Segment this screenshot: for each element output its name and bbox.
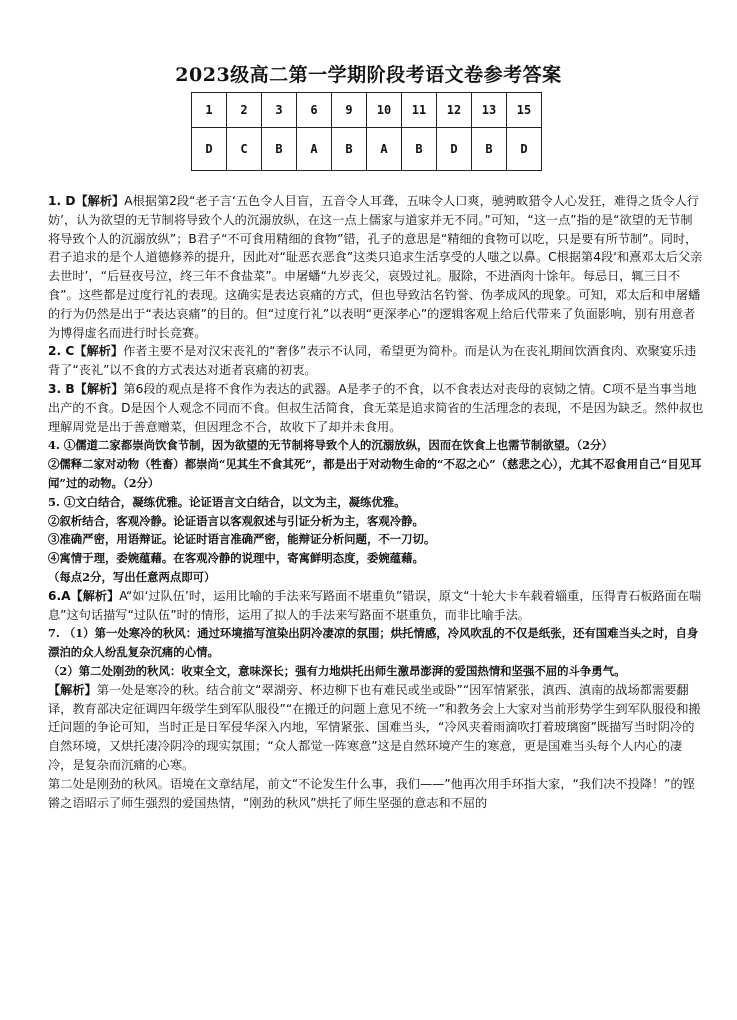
answer-table (191, 92, 542, 171)
answer-cell: D (192, 128, 227, 171)
question-number-cell: 2 (227, 93, 262, 128)
answer-cell: D (507, 128, 542, 171)
answer-paragraph (48, 530, 704, 549)
answer-cell: C (227, 128, 262, 171)
answer-paragraph (48, 775, 704, 813)
answer-text: ③准确严密，用语辩证。论证时语言准确严密，能辩证分析问题，不一刀切。 (48, 532, 436, 547)
answer-row (192, 128, 542, 171)
question-number-cell: 9 (332, 93, 367, 128)
question-number-cell: 15 (507, 93, 542, 128)
answer-lead: 3. B【解析】 (48, 381, 124, 396)
answer-lead: 【解析】 (48, 682, 97, 697)
question-number-cell: 13 (472, 93, 507, 128)
answer-text: （每点2分，写出任意两点即可） (48, 569, 216, 584)
answer-paragraph (48, 568, 704, 587)
answer-text: ②叙析结合，客观冷静。论证语言以客观叙述与引证分析为主，客观冷静。 (48, 513, 424, 528)
answer-content (48, 192, 704, 812)
answer-cell: B (262, 128, 297, 171)
question-number-cell: 1 (192, 93, 227, 128)
answer-paragraph (48, 549, 704, 568)
answer-cell: D (437, 128, 472, 171)
answer-text: 4. ①儒道二家都崇尚饮食节制，因为欲望的无节制将导致个人的沉溺放纵，因而在饮食上也需节制欲望。（2分） (48, 438, 613, 453)
answer-paragraph (48, 681, 704, 775)
answer-paragraph (48, 624, 704, 662)
question-number-cell: 10 (367, 93, 402, 128)
question-number-cell: 3 (262, 93, 297, 128)
answer-text: A根据第2段“老子言‘五色令人目盲，五音令人耳聋，五味令人口爽，驰骋畋猎令人心发狂，难得之货令人行妨’，认为欲望的无节制将导致个人的沉溺放纵，在这一点上儒家与道家并无不同。”可知，“这一点”指的是“欲望的无节制将导致个人的沉溺放纵”；B君子“不可食用精细的食物”错，孔子的意思是“精细的食物可以吃，只是要有所节制”。同时，君子追求的是个人道德修养的提升，因此对“耻恶衣恶食”这类只追求生活享受的人嗤之以鼻。C根据第4段‘和熹邓太后父亲去世时’，“后昼夜号泣，终三年不食盐菜”。申屠蟠“九岁丧父，哀毁过礼。服除，不进酒肉十馀年。每忌日，辄三日不食”。这些都是过度行礼的表现。这确实是表达哀痛的方式，但也导致沽名钓誉、伪孝成风的现象。可知，邓太后和申屠蟠的行为仍然是出于“表达哀痛”的目的。但“过度行礼”以表明“更深孝心”的逻辑客观上给后代带来了负面影响，别有用意者为博得虚名而进行时长竞赛。 (48, 194, 703, 340)
answer-lead: 2. C【解析】 (48, 344, 124, 359)
answer-text: 5. ①文白结合，凝练优雅。论证语言文白结合，以文为主，凝练优雅。 (48, 494, 406, 509)
answer-text: 第二处是刚劲的秋风。语境在文章结尾，前文“不论发生什么事，我们——”他再次用手环指大家，“我们决不投降！”的铿锵之语昭示了师生强烈的爱国热情，“刚劲的秋风”烘托了师生坚强的意志和不屈的 (48, 776, 695, 810)
answer-text: 第6段的观点是将不食作为表达的武器。A是孝子的不食，以不食表达对丧母的哀恸之情。C项不是当事当地出产的不食。D是因个人观念不同而不食。但叔生活简食，食无菜是追求简省的生活理念的表现，不是因为缺乏。然仲叔也理解周党是出于善意赠菜，但因理念不合，故收下了却并未食用。 (48, 381, 704, 434)
answer-paragraph (48, 662, 704, 681)
answer-text: A“如‘过队伍’时，运用比喻的手法来写路面不堪重负”错误，原文“十轮大卡车载着辎重，压得青石板路面在喘息”这句话描写“过队伍”时的情形，运用了拟人的手法来写路面不堪重负，而非比喻手法。 (48, 588, 702, 622)
question-number-cell: 6 (297, 93, 332, 128)
answer-lead: 6.A【解析】 (48, 588, 120, 603)
answer-text: ④寓情于理，委婉蕴藉。在客观冷静的说理中，寄寓鲜明态度，委婉蕴藉。 (48, 551, 424, 566)
question-number-cell: 11 (402, 93, 437, 128)
answer-paragraph (48, 436, 704, 455)
answer-paragraph (48, 380, 704, 436)
answer-cell: B (402, 128, 437, 171)
answer-text: 7. （1）第一处寒冷的秋风：通过环境描写渲染出阴冷凄凉的氛围；烘托情感，冷风吹乱的不仅是纸张，还有国难当头之时，自身漂泊的众人纷乱复杂沉痛的心情。 (48, 626, 699, 660)
answer-cell: B (332, 128, 367, 171)
question-number-row (192, 93, 542, 128)
answer-paragraph (48, 455, 704, 493)
answer-text: 作者主要不是对汉宋丧礼的“奢侈”表示不认同，希望更为简朴。而是认为在丧礼期间饮酒食肉、欢聚宴乐违背了“丧礼”以不食的方式表达对逝者哀痛的初衷。 (48, 344, 697, 378)
answer-text: （2）第二处刚劲的秋风：收束全文，意味深长；强有力地烘托出师生激昂澎湃的爱国热情和坚强不屈的斗争勇气。 (48, 663, 626, 678)
question-number-cell: 12 (437, 93, 472, 128)
answer-paragraph (48, 342, 704, 380)
answer-cell: A (297, 128, 332, 171)
answer-paragraph (48, 493, 704, 512)
page-title: 2023级高二第一学期阶段考语文卷参考答案 (175, 64, 562, 86)
answer-paragraph (48, 192, 704, 342)
answer-text: ②儒释二家对动物（牲畜）都崇尚“见其生不食其死”，都是出于对动物生命的“不忍之心”（慈悲之心），尤其不忍食用自己“目见耳闻”过的动物。（2分） (48, 457, 702, 490)
answer-paragraph (48, 512, 704, 531)
answer-cell: A (367, 128, 402, 171)
answer-cell: B (472, 128, 507, 171)
answer-text: 第一处是寒冷的秋。结合前文“翠湖旁、杯边柳下也有难民或坐或卧”“因军情紧张，滇西、滇南的战场都需要翻译，教育部决定征调四年级学生到军队服役”“在搬迁的问题上意见不统一”和教务会上大家对当前形势学生到军队服役和搬迁问题的争论可知，当时正是日军侵华深入内地，军情紧张、国难当头，“冷风夹着雨滴吹打着玻璃窗”既描写当时阴冷的自然环境，又烘托凄冷阴冷的现实氛围；“众人都觉一阵寒意”这是自然环境产生的寒意，更是国难当头每个人内心的凄冷，是复杂而沉痛的心寒。 (48, 682, 701, 772)
answer-paragraph (48, 587, 704, 625)
answer-lead: 1. D【解析】 (48, 194, 125, 208)
